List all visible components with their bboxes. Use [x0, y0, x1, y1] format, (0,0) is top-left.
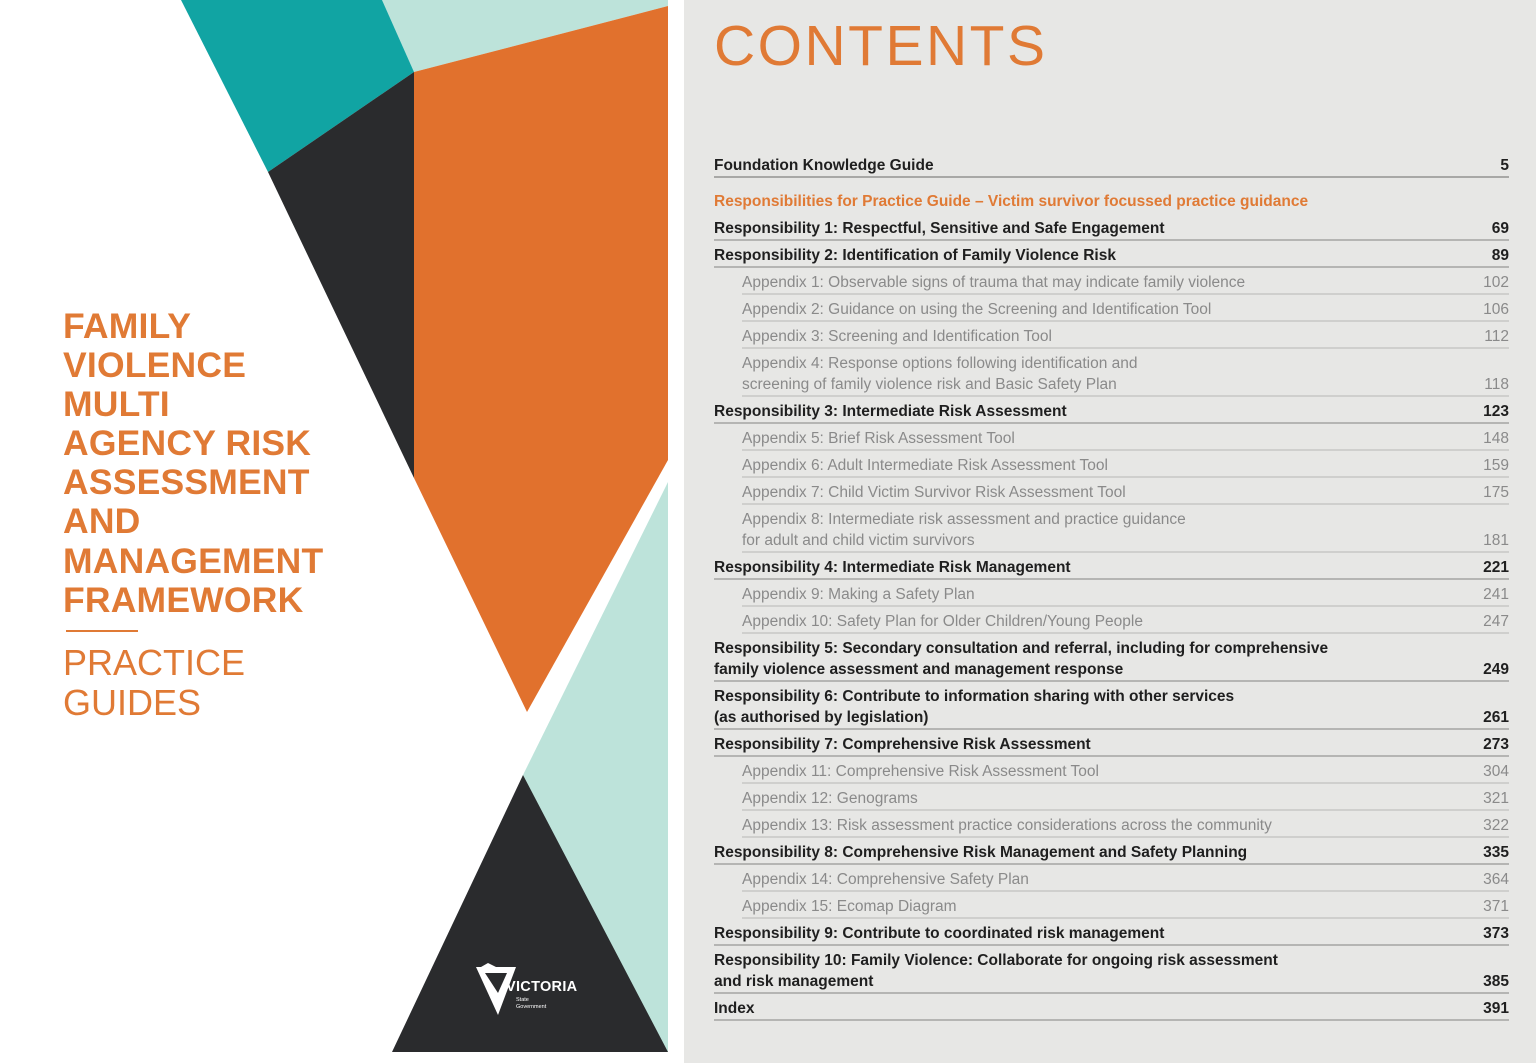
toc-divider — [742, 809, 1509, 811]
cover-page — [0, 0, 668, 1063]
toc-entry[interactable] — [714, 923, 1509, 946]
toc-entry-label: Appendix 6: Adult Intermediate Risk Assessment Tool — [742, 457, 1108, 474]
toc-entry[interactable] — [714, 557, 1509, 580]
toc-appendix-entry[interactable] — [714, 869, 1509, 892]
toc-page-number: 391 — [1483, 1000, 1509, 1017]
toc-divider — [742, 449, 1509, 451]
toc-entry-label: Appendix 12: Genograms — [742, 790, 918, 807]
toc-entry[interactable] — [714, 998, 1509, 1021]
cover-title: FAMILY VIOLENCE MULTI AGENCY RISK ASSESSMENT AND MANAGEMENT FRAMEWORK — [63, 306, 324, 620]
toc-entry-label: Responsibility 1: Respectful, Sensitive and Safe Engagement — [714, 220, 1165, 237]
toc-appendix-entry[interactable] — [714, 815, 1509, 838]
toc-divider — [742, 320, 1509, 322]
cover-subtitle: PRACTICE GUIDES — [63, 642, 246, 723]
toc-divider — [742, 917, 1509, 919]
toc-entry-label: Appendix 4: Response options following identification and screening of family violence risk and Basic Safety Plan — [742, 355, 1138, 393]
toc-divider — [714, 239, 1509, 241]
toc-entry-label: Responsibility 4: Intermediate Risk Management — [714, 559, 1071, 576]
toc-appendix-entry[interactable] — [714, 326, 1509, 349]
toc-entry-label: Appendix 3: Screening and Identification Tool — [742, 328, 1052, 345]
toc-entry-label: Responsibilities for Practice Guide – Victim survivor focussed practice guidance — [714, 193, 1309, 210]
toc-entry-label: Appendix 5: Brief Risk Assessment Tool — [742, 430, 1015, 447]
page-gap — [668, 0, 684, 1063]
contents-page — [684, 0, 1536, 1063]
toc-page-number: 221 — [1483, 559, 1509, 576]
toc-divider — [742, 782, 1509, 784]
logo-wordmark: VICTORIA — [506, 979, 578, 995]
toc-page-number: 335 — [1483, 844, 1509, 861]
toc-divider — [742, 890, 1509, 892]
toc-entry-label: Appendix 10: Safety Plan for Older Children/Young People — [742, 613, 1143, 630]
toc-page-number: 112 — [1484, 328, 1509, 345]
toc-entry[interactable] — [714, 638, 1509, 682]
toc-entry-label: Responsibility 2: Identification of Family Violence Risk — [714, 247, 1116, 264]
toc-entry-label: Appendix 9: Making a Safety Plan — [742, 586, 975, 603]
toc-entry-label: Appendix 11: Comprehensive Risk Assessment Tool — [742, 763, 1099, 780]
toc-divider — [742, 293, 1509, 295]
toc-page-number: 261 — [1483, 709, 1509, 726]
toc-page-number: 249 — [1483, 661, 1509, 678]
toc-page-number: 247 — [1483, 613, 1509, 630]
toc-entry-label: Appendix 15: Ecomap Diagram — [742, 898, 957, 915]
toc-divider — [742, 347, 1509, 349]
contents-heading: CONTENTS — [714, 14, 1048, 78]
toc-page-number: 321 — [1483, 790, 1509, 807]
toc-appendix-entry[interactable] — [714, 584, 1509, 607]
toc-entry-label: Responsibility 7: Comprehensive Risk Assessment — [714, 736, 1091, 753]
toc-divider — [714, 680, 1509, 682]
toc-page-number: 385 — [1483, 973, 1509, 990]
toc-entry-label: Appendix 8: Intermediate risk assessment and practice guidance for adult and child victim survivors — [742, 511, 1186, 549]
toc-entry-label: Appendix 14: Comprehensive Safety Plan — [742, 871, 1029, 888]
toc-page-number: 175 — [1483, 484, 1509, 501]
toc-entry[interactable] — [714, 734, 1509, 757]
toc-divider — [714, 728, 1509, 730]
toc-appendix-entry[interactable] — [714, 509, 1509, 553]
toc-entry-label: Appendix 7: Child Victim Survivor Risk Assessment Tool — [742, 484, 1126, 501]
toc-divider — [742, 836, 1509, 838]
toc-divider — [742, 503, 1509, 505]
toc-divider — [714, 266, 1509, 268]
toc-divider — [714, 1019, 1509, 1021]
toc-page-number: 273 — [1483, 736, 1509, 753]
toc-page-number: 181 — [1483, 532, 1509, 549]
toc-divider — [714, 176, 1509, 178]
toc-page-number: 159 — [1483, 457, 1509, 474]
toc-entry-label: Responsibility 9: Contribute to coordinated risk management — [714, 925, 1165, 942]
toc-entry-label: Responsibility 5: Secondary consultation and referral, including for comprehensive family violence assessment and management response — [714, 640, 1329, 678]
toc-entry[interactable] — [714, 401, 1509, 424]
toc-entry-label: Foundation Knowledge Guide — [714, 157, 934, 174]
toc-entry[interactable] — [714, 155, 1509, 178]
toc-entry[interactable] — [714, 950, 1509, 994]
toc-section-heading[interactable] — [714, 191, 1509, 214]
toc-page-number: 89 — [1491, 247, 1509, 264]
toc-page-number: 106 — [1483, 301, 1509, 318]
toc-divider — [714, 578, 1509, 580]
toc-entry-label: Responsibility 6: Contribute to information sharing with other services (as authorised by legislation) — [714, 688, 1235, 726]
toc-page-number: 118 — [1484, 376, 1509, 393]
toc-appendix-entry[interactable] — [714, 482, 1509, 505]
toc-entry[interactable] — [714, 686, 1509, 730]
toc-divider — [742, 605, 1509, 607]
logo-subtext: State Government — [516, 997, 547, 1010]
toc-divider — [714, 992, 1509, 994]
toc-divider — [714, 755, 1509, 757]
toc-appendix-entry[interactable] — [714, 299, 1509, 322]
toc-divider — [742, 551, 1509, 553]
toc-appendix-entry[interactable] — [714, 353, 1509, 397]
toc-page-number: 373 — [1483, 925, 1509, 942]
toc-entry[interactable] — [714, 842, 1509, 865]
toc-page-number: 241 — [1483, 586, 1509, 603]
toc-divider — [714, 863, 1509, 865]
toc-page-number: 69 — [1491, 220, 1509, 237]
toc-appendix-entry[interactable] — [714, 272, 1509, 295]
toc-appendix-entry[interactable] — [714, 896, 1509, 919]
toc-divider — [742, 632, 1509, 634]
toc-divider — [714, 422, 1509, 424]
toc-entry[interactable] — [714, 218, 1509, 241]
toc-page-number: 5 — [1500, 157, 1509, 174]
toc-page-number: 371 — [1483, 898, 1509, 915]
toc-divider — [742, 476, 1509, 478]
toc-entry-label: Responsibility 3: Intermediate Risk Assessment — [714, 403, 1067, 420]
toc-page-number: 364 — [1483, 871, 1509, 888]
toc-page-number: 322 — [1483, 817, 1509, 834]
cover-divider — [66, 630, 138, 632]
toc-page-number: 123 — [1483, 403, 1509, 420]
toc-entry[interactable] — [714, 245, 1509, 268]
toc-appendix-entry[interactable] — [714, 761, 1509, 784]
toc-page-number: 148 — [1483, 430, 1509, 447]
victoria-state-government-logo — [476, 963, 586, 1021]
toc-entry-label: Appendix 2: Guidance on using the Screening and Identification Tool — [742, 301, 1212, 318]
toc-appendix-entry[interactable] — [714, 611, 1509, 634]
toc-appendix-entry[interactable] — [714, 788, 1509, 811]
toc-entry-label: Responsibility 8: Comprehensive Risk Management and Safety Planning — [714, 844, 1248, 861]
toc-appendix-entry[interactable] — [714, 428, 1509, 451]
toc-entry-label: Index — [714, 1000, 755, 1017]
toc-divider — [714, 944, 1509, 946]
toc-entry-label: Responsibility 10: Family Violence: Collaborate for ongoing risk assessment and risk management — [714, 952, 1278, 990]
toc-divider — [742, 395, 1509, 397]
toc-appendix-entry[interactable] — [714, 455, 1509, 478]
toc-entry-label: Appendix 13: Risk assessment practice considerations across the community — [742, 817, 1272, 834]
toc-page-number: 102 — [1483, 274, 1509, 291]
toc-entry-label: Appendix 1: Observable signs of trauma that may indicate family violence — [742, 274, 1246, 291]
toc-page-number: 304 — [1483, 763, 1509, 780]
